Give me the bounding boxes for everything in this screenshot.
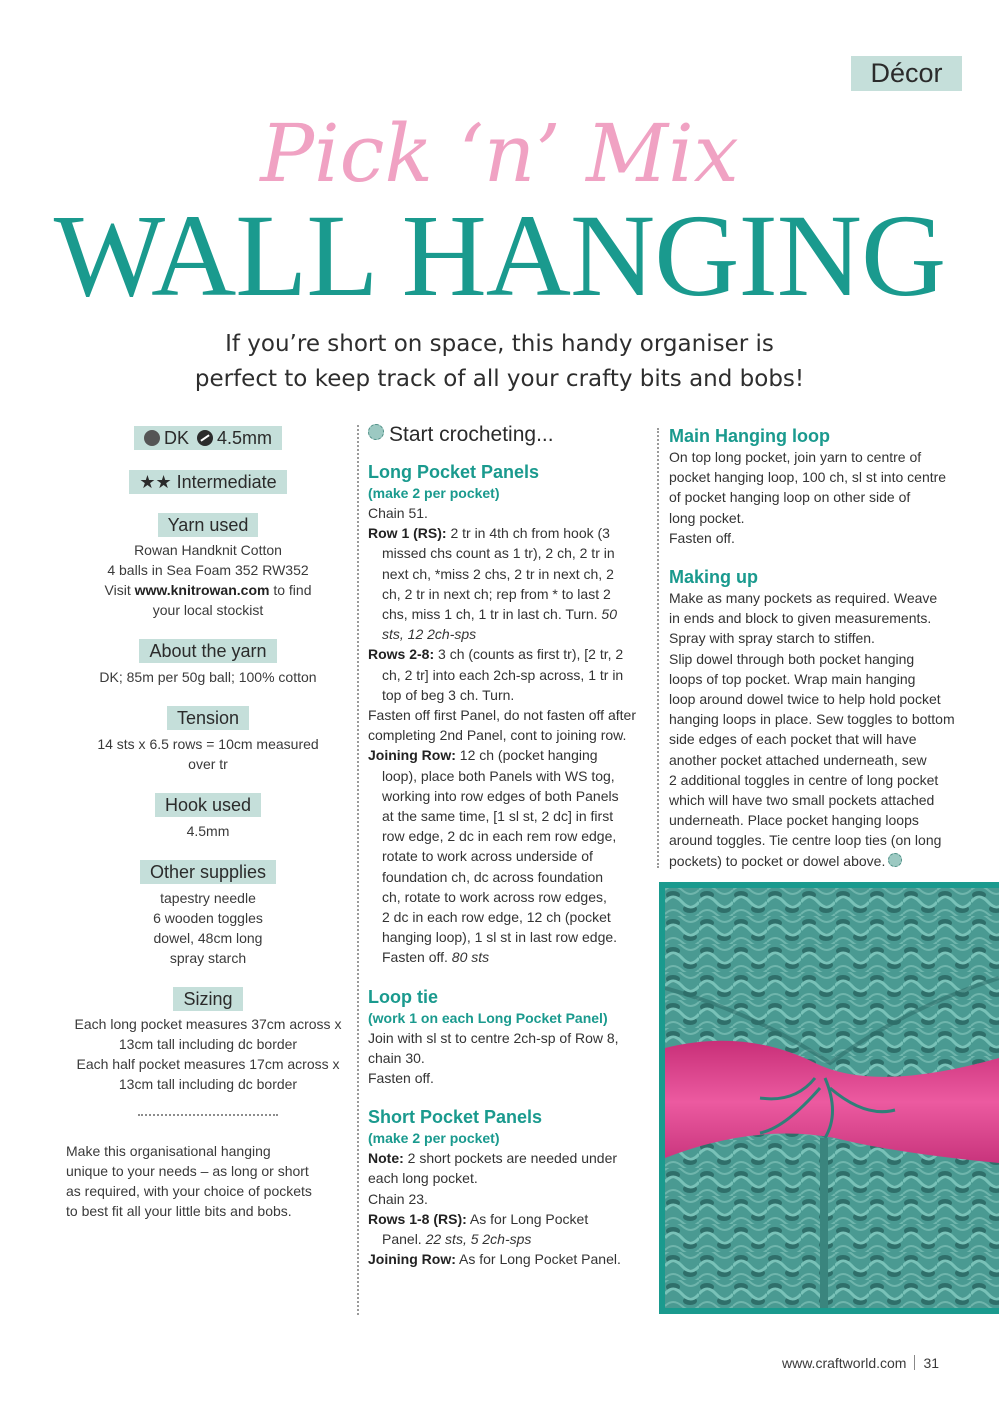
making-up-line: around toggles. Tie centre loop ties (on long: [669, 832, 942, 849]
short-joining-row: Joining Row: As for Long Pocket Panel.: [368, 1251, 621, 1268]
making-up-line: another pocket attached underneath, sew: [669, 751, 927, 768]
finishing-column: [669, 425, 959, 871]
hook-used-section: [62, 793, 354, 841]
hook-size: 4.5mm: [217, 428, 273, 448]
making-up-line: Spray with spray starch to stiffen.: [669, 630, 875, 647]
making-up-line: loops of top pocket. Wrap main hanging: [669, 670, 916, 687]
about-yarn-section: [62, 639, 354, 687]
supply-item: dowel, 48cm long: [153, 930, 263, 946]
specs-column: [62, 425, 354, 1221]
tension-text: 14 sts x 6.5 rows = 10cm measured: [97, 736, 319, 752]
yarn-weight: DK: [163, 428, 189, 448]
sizing-line: 13cm tall including dc border: [118, 1036, 298, 1052]
other-supplies-section: [62, 860, 354, 968]
sizing-section: [62, 987, 354, 1094]
long-panels-heading: Long Pocket Panels: [368, 462, 540, 482]
title-script: Pick ‘n’ Mix: [260, 107, 739, 200]
chain-line: Chain 23.: [368, 1190, 428, 1207]
section-tag: Décor: [851, 56, 962, 91]
fasten-line: Fasten off first Panel, do not fasten off after: [368, 707, 636, 724]
crochet-detail-photo: [659, 882, 999, 1314]
main-loop-line: pocket hanging loop, 100 ch, sl st into centre: [669, 469, 947, 486]
loop-tie-line: Join with sl st to centre 2ch-sp of Row 8,: [368, 1029, 619, 1046]
footer-url[interactable]: www.craftworld.com: [782, 1355, 907, 1371]
visit-line: Visit www.knitrowan.com to find: [104, 582, 312, 598]
main-loop-line: long pocket.: [669, 509, 745, 526]
intro-text: Make this organisational hanging unique to your needs – as long or short as required, with your choice of pockets to best fit all your little bits and bobs.: [66, 1143, 312, 1219]
sizing-line: Each long pocket measures 37cm across x: [74, 1016, 342, 1032]
making-up-line: loop around dowel twice to help hold pocket: [669, 691, 941, 708]
supply-item: tapestry needle: [160, 890, 256, 906]
subtitle-line: perfect to keep track of all your crafty bits and bobs!: [194, 366, 805, 392]
row1-instruction: Row 1 (RS): 2 tr in 4th ch from hook (3 missed chs count as 1 tr), 2 ch, 2 tr in next ch, *miss 2 chs, 2 tr in next ch, 2 ch, 2 tr in next ch; rep from * to last 2 chs, miss 1 ch, 1 tr in last ch. Turn. 50 sts, 12 2ch-sps: [368, 525, 617, 643]
loop-tie-line: Fasten off.: [368, 1070, 434, 1087]
section-heading: Tension: [167, 706, 249, 730]
making-up-line: underneath. Place pocket hanging loops: [669, 812, 919, 829]
difficulty-label: Intermediate: [176, 472, 277, 492]
rows2-8-instruction: Rows 2-8: 3 ch (counts as first tr), [2 tr, 2 ch, 2 tr] into each 2ch-sp across, 1 tr in top of beg 3 ch. Turn.: [368, 646, 624, 703]
making-up-heading: Making up: [669, 567, 758, 588]
subtitle-line: If you’re short on space, this handy organiser is: [225, 331, 774, 357]
main-loop-heading: Main Hanging loop: [669, 426, 830, 446]
yarn-ball-icon: [144, 430, 160, 446]
chain-line: Chain 51.: [368, 505, 428, 521]
main-loop-line: of pocket hanging loop on other side of: [669, 489, 911, 506]
dotted-divider: [138, 1114, 278, 1116]
section-heading: Sizing: [173, 987, 242, 1011]
crochet-texture-illustration: [665, 888, 999, 1314]
footer-separator: [914, 1355, 915, 1370]
column-divider: [657, 428, 659, 868]
making-up-line: pockets) to pocket or dowel above.: [669, 851, 959, 871]
section-heading: About the yarn: [139, 639, 276, 663]
loop-tie-line: chain 30.: [368, 1049, 425, 1066]
yarn-hook-pill: [134, 426, 282, 450]
making-up-line: side edges of each pocket that will have: [669, 731, 917, 748]
yarn-ball-icon: [888, 853, 902, 867]
section-heading: Yarn used: [158, 513, 259, 537]
yarn-line: Rowan Handknit Cotton: [134, 542, 282, 558]
main-loop-line: On top long pocket, join yarn to centre of: [669, 449, 922, 465]
yarn-line: 4 balls in Sea Foam 352 RW352: [107, 562, 309, 578]
sizing-line: 13cm tall including dc border: [118, 1076, 298, 1092]
yarn-ball-icon: [368, 424, 384, 440]
tension-section: [62, 706, 354, 774]
difficulty-stars-icon: ★★: [139, 472, 172, 492]
about-yarn-text: DK; 85m per 50g ball; 100% cotton: [99, 669, 317, 685]
joining-row-instruction: Joining Row: 12 ch (pocket hanging loop), place both Panels with WS tog, working into row edges of both Panels at the same time, [1 sl st, 2 dc] in first row edge, 2 dc in each rem row edge, rotate to work across underside of foundation ch, dc across foundation ch, rotate to work across row edges, 2 dc in each row edge, 12 ch (pocket hanging loop), 1 sl st in last row edge. Fasten off. 80 sts: [368, 747, 619, 966]
making-up-line: in ends and block to given measurements.: [669, 610, 932, 627]
loop-tie-note: (work 1 on each Long Pocket Panel): [368, 1009, 608, 1026]
long-panels-note: (make 2 per pocket): [368, 485, 500, 501]
supply-item: 6 wooden toggles: [153, 910, 263, 926]
section-heading: Other supplies: [140, 860, 276, 884]
fasten-line: completing 2nd Panel, cont to joining row.: [368, 727, 627, 744]
yarn-url-link[interactable]: www.knitrowan.com: [134, 582, 270, 598]
making-up-line: Make as many pockets as required. Weave: [669, 590, 938, 607]
supply-item: spray starch: [169, 950, 247, 966]
sizing-line: Each half pocket measures 17cm across x: [76, 1056, 340, 1072]
footer: [782, 1355, 939, 1371]
page-number: 31: [923, 1355, 940, 1371]
short-panels-note: (make 2 per pocket): [368, 1130, 500, 1147]
tension-text: over tr: [188, 756, 228, 772]
short-panels-heading: Short Pocket Panels: [368, 1107, 543, 1128]
making-up-line: 2 additional toggles in centre of long pocket: [669, 771, 939, 788]
making-up-line: which will have two small pockets attached: [669, 792, 935, 809]
start-heading: Start crocheting...: [368, 421, 640, 449]
making-up-line: Slip dowel through both pocket hanging: [669, 650, 915, 667]
main-loop-line: Fasten off.: [669, 529, 735, 546]
section-heading: Hook used: [155, 793, 261, 817]
short-rows-instruction: Rows 1-8 (RS): As for Long Pocket Panel. 22 sts, 5 2ch-sps: [368, 1210, 589, 1248]
hook-used-text: 4.5mm: [186, 823, 230, 839]
page-title: WALL HANGING: [53, 190, 946, 321]
yarn-used-section: [62, 513, 354, 620]
short-note: Note: 2 short pockets are needed under each long pocket.: [368, 1150, 618, 1187]
subtitle: [0, 327, 999, 397]
column-divider: [357, 425, 359, 1315]
difficulty-pill: [129, 470, 286, 494]
pattern-column: [368, 421, 640, 1270]
loop-tie-heading: Loop tie: [368, 986, 438, 1007]
yarn-line: your local stockist: [152, 602, 264, 618]
making-up-line: hanging loops in place. Sew toggles to bottom: [669, 711, 955, 728]
crochet-hook-icon: [197, 430, 213, 446]
